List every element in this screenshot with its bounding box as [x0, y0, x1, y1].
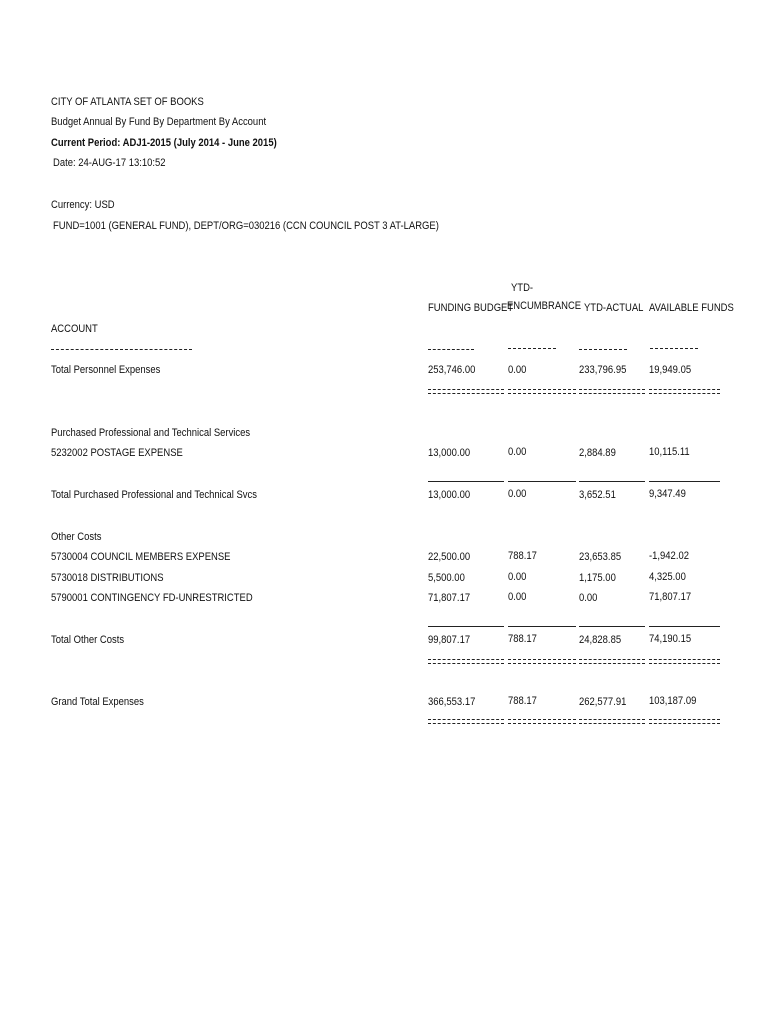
avail-underline — [650, 348, 698, 349]
double-rule — [508, 659, 576, 664]
row-encumbrance: 0.00 — [508, 591, 527, 603]
actual-underline — [579, 349, 627, 350]
row-actual: 2,884.89 — [579, 447, 616, 459]
row-label: Total Purchased Professional and Technical Svcs — [51, 489, 257, 501]
col-available-funds: AVAILABLE FUNDS — [649, 302, 734, 314]
row-actual: 24,828.85 — [579, 634, 622, 646]
row-available: -1,942.02 — [649, 550, 689, 562]
grand-total-budget: 366,553.17 — [428, 696, 476, 708]
section-heading: Purchased Professional and Technical Services — [51, 427, 251, 439]
row-available: 4,325.00 — [649, 571, 686, 583]
row-actual: 0.00 — [579, 592, 598, 604]
row-budget: 22,500.00 — [428, 551, 471, 563]
row-actual: 23,653.85 — [579, 551, 622, 563]
double-rule — [649, 389, 720, 394]
row-label: Total Other Costs — [51, 634, 125, 646]
row-budget: 71,807.17 — [428, 592, 471, 604]
fund-dept: FUND=1001 (GENERAL FUND), DEPT/ORG=030216 (CCN COUNCIL POST 3 AT-LARGE) — [53, 220, 439, 232]
row-actual: 233,796.95 — [579, 364, 627, 376]
double-rule — [649, 719, 720, 724]
row-budget: 5,500.00 — [428, 572, 465, 584]
col-ytd-actual: YTD-ACTUAL — [584, 302, 644, 314]
report-date: Date: 24-AUG-17 13:10:52 — [53, 157, 166, 169]
row-label: Total Personnel Expenses — [51, 364, 161, 376]
col-ytd-encumbrance: ENCUMBRANCE — [507, 300, 582, 312]
row-available: 19,949.05 — [649, 364, 692, 376]
account-underline — [51, 349, 192, 350]
col-funding-budget: FUNDING BUDGET — [428, 302, 514, 314]
double-rule — [428, 719, 504, 724]
row-label: 5730018 DISTRIBUTIONS — [51, 572, 164, 584]
subtotal-rule — [579, 626, 645, 627]
row-label: 5232002 POSTAGE EXPENSE — [51, 447, 183, 459]
double-rule — [579, 719, 645, 724]
row-encumbrance: 0.00 — [508, 364, 527, 376]
subtotal-rule — [579, 481, 645, 482]
row-available: 71,807.17 — [649, 591, 692, 603]
org-title: CITY OF ATLANTA SET OF BOOKS — [51, 96, 204, 108]
row-encumbrance: 0.00 — [508, 488, 527, 500]
double-rule — [579, 389, 645, 394]
double-rule — [579, 659, 645, 664]
row-budget: 13,000.00 — [428, 447, 471, 459]
double-rule — [649, 659, 720, 664]
row-budget: 13,000.00 — [428, 489, 471, 501]
row-available: 10,115.11 — [649, 446, 690, 458]
double-rule — [428, 389, 504, 394]
row-budget: 253,746.00 — [428, 364, 476, 376]
subtotal-rule — [649, 626, 720, 627]
row-available: 74,190.15 — [649, 633, 692, 645]
col-ytd-encumbrance-top: YTD- — [511, 282, 534, 294]
grand-total-available: 103,187.09 — [649, 695, 697, 707]
subtotal-rule — [508, 626, 576, 627]
col-account: ACCOUNT — [51, 323, 98, 335]
grand-total-label: Grand Total Expenses — [51, 696, 144, 708]
double-rule — [428, 659, 504, 664]
section-heading: Other Costs — [51, 531, 102, 543]
double-rule — [508, 389, 576, 394]
enc-underline — [508, 348, 556, 349]
current-period: Current Period: ADJ1-2015 (July 2014 - June 2015) — [51, 137, 277, 149]
row-label: 5790001 CONTINGENCY FD-UNRESTRICTED — [51, 592, 253, 604]
subtotal-rule — [508, 481, 576, 482]
row-actual: 1,175.00 — [579, 572, 616, 584]
subtotal-rule — [428, 626, 504, 627]
report-title: Budget Annual By Fund By Department By Account — [51, 116, 267, 128]
row-encumbrance: 0.00 — [508, 571, 527, 583]
row-actual: 3,652.51 — [579, 489, 616, 501]
row-budget: 99,807.17 — [428, 634, 471, 646]
subtotal-rule — [428, 481, 504, 482]
grand-total-encumbrance: 788.17 — [508, 695, 537, 707]
grand-total-actual: 262,577.91 — [579, 696, 627, 708]
currency: Currency: USD — [51, 199, 115, 211]
subtotal-rule — [649, 481, 720, 482]
row-encumbrance: 788.17 — [508, 633, 537, 645]
row-available: 9,347.49 — [649, 488, 686, 500]
row-label: 5730004 COUNCIL MEMBERS EXPENSE — [51, 551, 231, 563]
row-encumbrance: 788.17 — [508, 550, 537, 562]
row-encumbrance: 0.00 — [508, 446, 527, 458]
double-rule — [508, 719, 576, 724]
budget-underline — [428, 349, 474, 350]
